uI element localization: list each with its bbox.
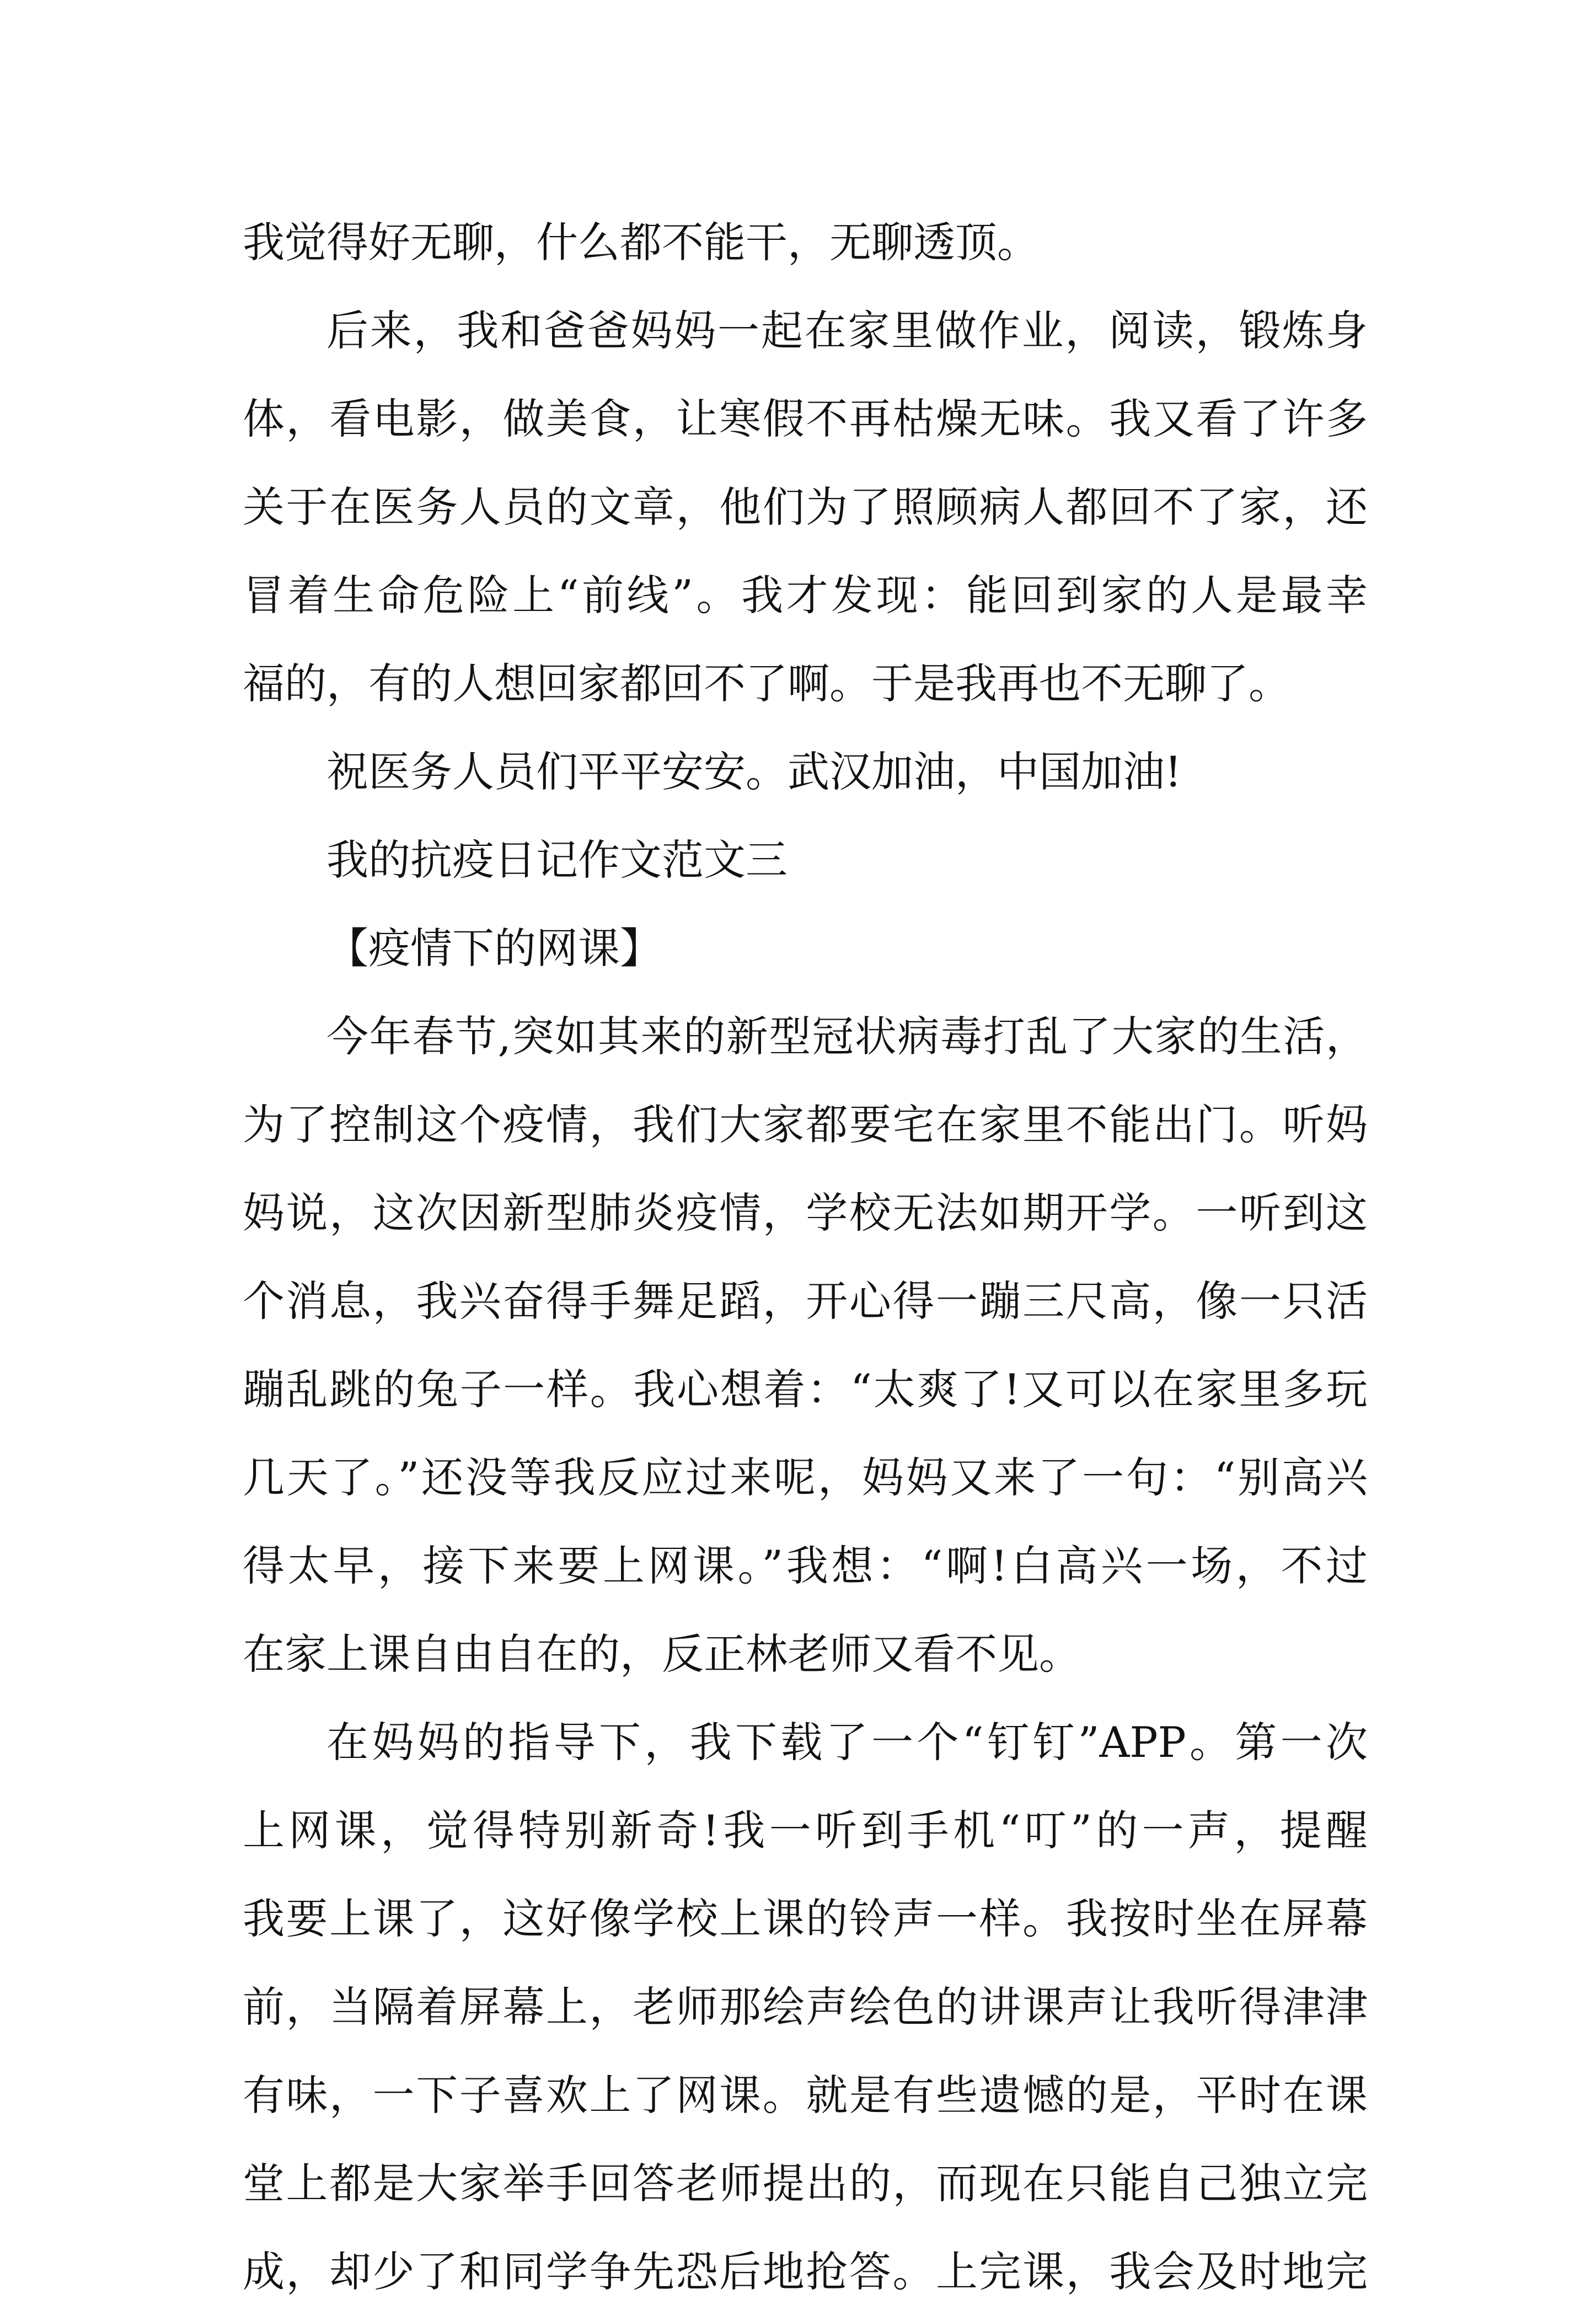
text-line: 前，当隔着屏幕上，老师那绘声绘色的讲课声让我听得津津 [243, 1982, 1368, 2031]
text-line: 关于在医务人员的文章，他们为了照顾病人都回不了家，还 [243, 482, 1368, 532]
article-title: 【疫情下的网课】 [326, 924, 662, 973]
text-line: 体，看电影，做美食，让寒假不再枯燥无味。我又看了许多 [243, 394, 1368, 443]
text-line: 我要上课了，这好像学校上课的铃声一样。我按时坐在屏幕 [243, 1894, 1368, 1943]
text-line: 个消息，我兴奋得手舞足蹈，开心得一蹦三尺高，像一只活 [243, 1277, 1368, 1326]
text-line: 福的，有的人想回家都回不了啊。于是我再也不无聊了。 [243, 659, 1290, 708]
paragraph-first-line: 后来，我和爸爸妈妈一起在家里做作业，阅读，锻炼身 [326, 306, 1368, 355]
text-line: 蹦乱跳的兔子一样。我心想着：“太爽了!又可以在家里多玩 [243, 1365, 1368, 1414]
text-line: 妈说，这次因新型肺炎疫情，学校无法如期开学。一听到这 [243, 1188, 1368, 1237]
paragraph-first-line: 祝医务人员们平平安安。武汉加油，中国加油! [326, 747, 1182, 796]
document-body [243, 199, 1368, 2316]
text-line: 冒着生命危险上“前线”。我才发现：能回到家的人是最幸 [243, 571, 1368, 620]
section-title: 我的抗疫日记作文范文三 [326, 835, 788, 884]
text-line: 得太早，接下来要上网课。”我想：“啊!白高兴一场，不过 [243, 1541, 1368, 1590]
text-line: 有味，一下子喜欢上了网课。就是有些遗憾的是，平时在课 [243, 2071, 1368, 2120]
paragraph-first-line: 在妈妈的指导下，我下载了一个“钉钉”APP。第一次 [326, 1718, 1368, 1767]
paragraph-first-line: 今年春节,突如其来的新型冠状病毒打乱了大家的生活， [326, 1012, 1368, 1061]
text-line: 我觉得好无聊，什么都不能干，无聊透顶。 [243, 218, 1039, 267]
text-line: 为了控制这个疫情，我们大家都要宅在家里不能出门。听妈 [243, 1100, 1368, 1149]
text-line: 几天了。”还没等我反应过来呢，妈妈又来了一句：“别高兴 [243, 1453, 1368, 1502]
text-line: 上网课，觉得特别新奇!我一听到手机“叮”的一声，提醒 [243, 1806, 1368, 1855]
text-line: 在家上课自由自在的，反正林老师又看不见。 [243, 1629, 1081, 1679]
text-line: 成，却少了和同学争先恐后地抢答。上完课，我会及时地完 [243, 2247, 1368, 2296]
text-line: 堂上都是大家举手回答老师提出的，而现在只能自己独立完 [243, 2159, 1368, 2208]
